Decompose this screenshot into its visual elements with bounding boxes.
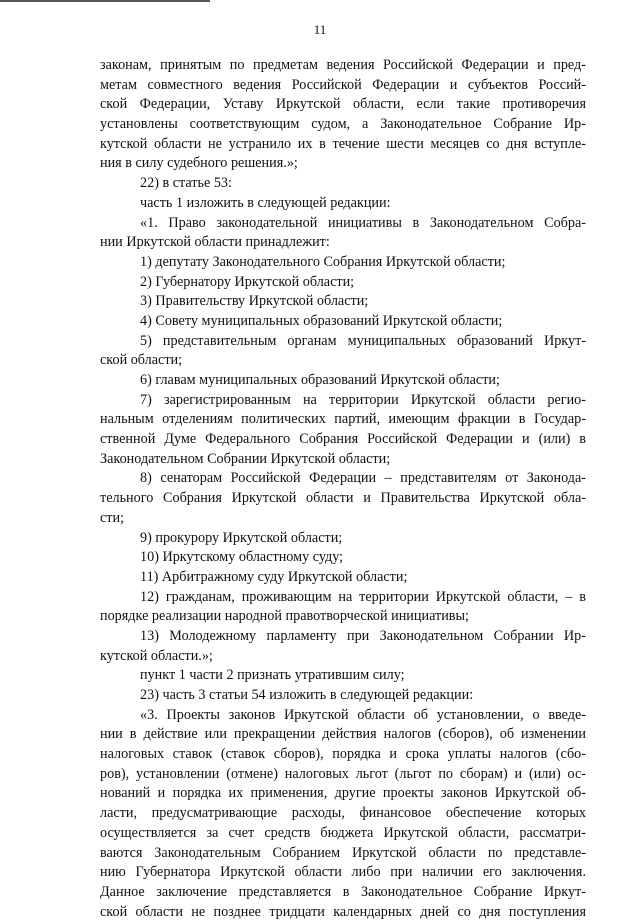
top-edge-rule xyxy=(0,0,210,2)
text-line: «1. Право законодательной инициативы в Законодательном Собра- xyxy=(140,214,586,231)
text-line: 12) гражданам, проживающим на территории Иркутской области, – в xyxy=(140,588,586,605)
text-line: налоговых ставок (ставок сборов), порядка и срока уплаты налогов (сбо- xyxy=(100,746,586,763)
text-line: Данное заключение представляется в Законодательное Собрание Иркут- xyxy=(100,883,586,900)
text-line: установлены соответствующим судом, а Законодательное Собрание Ир- xyxy=(100,116,586,133)
text-line: ской области; xyxy=(100,352,183,369)
text-line: 9) прокурору Иркутской области; xyxy=(140,529,343,546)
text-line: ния в силу судебного решения.»; xyxy=(100,155,298,172)
text-line: ской Федерации, Уставу Иркутской области, если такие противоречия xyxy=(100,96,586,113)
text-line: ласти, предусматривающие расходы, финансовое обеспечение которых xyxy=(100,805,586,822)
text-line: тельного Собрания Иркутской области и Правительства Иркутской обла- xyxy=(100,490,586,507)
text-line: 4) Совету муниципальных образований Иркутской области; xyxy=(140,312,503,329)
text-line: Законодательном Собрании Иркутской области; xyxy=(100,450,391,467)
text-line: нию Губернатора Иркутской области либо при наличии его заключения. xyxy=(100,864,586,881)
text-line: порядке реализации народной правотворческой инициативы; xyxy=(100,608,469,625)
text-line: часть 1 изложить в следующей редакции: xyxy=(140,194,391,211)
text-line: нований и порядка их применения, другие проекты законов Иркутской об- xyxy=(100,785,586,802)
text-line: 6) главам муниципальных образований Иркутской области; xyxy=(140,372,500,388)
text-line: ственной Думе Федерального Собрания Российской Федерации и (или) в xyxy=(100,431,586,448)
text-line: 2) Губернатору Иркутской области; xyxy=(140,273,355,290)
document-body xyxy=(100,56,586,922)
text-line: сти; xyxy=(100,509,125,526)
text-line: 7) зарегистрированным на территории Иркутской области регио- xyxy=(140,391,586,408)
text-line: законам, принятым по предметам ведения Российской Федерации и пред- xyxy=(100,57,586,73)
text-line: 8) сенаторам Российской Федерации – представителям от Законода- xyxy=(140,470,586,487)
text-line: 23) часть 3 статьи 54 изложить в следующей редакции: xyxy=(140,687,474,703)
text-line: «3. Проекты законов Иркутской области об установлении, о введе- xyxy=(140,706,586,723)
text-line: 11) Арбитражному суду Иркутской области; xyxy=(140,568,408,585)
text-line: кутской области не устранило их в течение шести месяцев со дня вступле- xyxy=(100,135,586,152)
text-line: 1) депутату Законодательного Собрания Иркутской области; xyxy=(140,253,506,270)
text-line: 22) в статье 53: xyxy=(140,175,232,192)
text-line: 3) Правительству Иркутской области; xyxy=(140,293,369,310)
text-line: нии Иркутской области принадлежит: xyxy=(100,234,330,251)
text-line: пункт 1 части 2 признать утратившим силу; xyxy=(140,667,405,684)
text-line: осуществляется за счет средств бюджета Иркутской области, рассматри- xyxy=(100,824,586,841)
text-line: ров), установлении (отмене) налоговых льгот (льгот по сборам) и (или) ос- xyxy=(100,765,586,782)
text-line: метам совместного ведения Российской Федерации и субъектов Россий- xyxy=(100,76,586,93)
text-line: нальным отделениям политических партий, имеющим фракции в Государ- xyxy=(100,411,586,428)
text-line: 13) Молодежному парламенту при Законодательном Собрании Ир- xyxy=(140,627,586,644)
text-line: ской области не позднее тридцати календарных дней со дня поступления xyxy=(100,903,586,920)
text-line: ваются Законодательным Собранием Иркутской области по представле- xyxy=(100,844,586,861)
page-number: 11 xyxy=(313,22,327,37)
text-line: нии в действие или прекращении действия налогов (сборов), об изменении xyxy=(100,726,586,743)
text-line: кутской области.»; xyxy=(100,647,213,664)
text-line: 10) Иркутскому областному суду; xyxy=(140,549,344,566)
text-line: 5) представительным органам муниципальных образований Иркут- xyxy=(140,332,586,349)
